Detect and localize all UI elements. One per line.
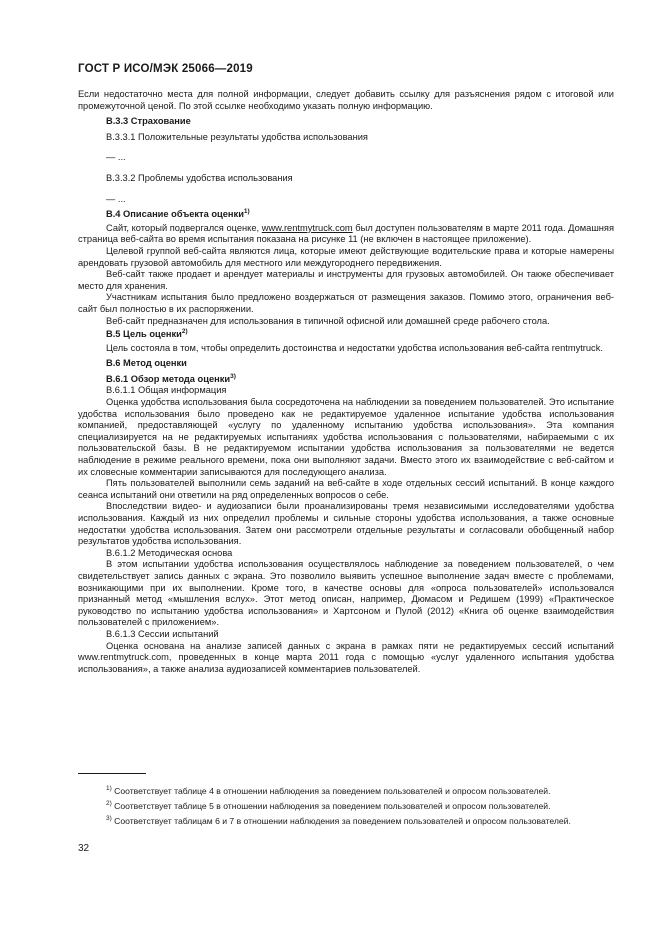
b611-paragraph-3: Впоследствии видео- и аудиозаписи были проанализированы тремя независимыми исследователями удобства использования. Каждый из них определил проблемы и сильные стороны удобства использования, а также основные недостатки удобства использования. Затем они рассмотрели отдельные результаты и согласовали обобщенный набор результатов удобства использования.: [78, 501, 614, 547]
footnote-2: [78, 801, 614, 812]
section-heading-b33: B.3.3 Страхование: [106, 116, 191, 127]
section-heading-b6: B.6 Метод оценки: [106, 358, 187, 369]
footnote-divider: [78, 773, 146, 774]
section-heading-b5-text: B.5 Цель оценки: [106, 329, 182, 340]
footnote-1: [78, 786, 614, 797]
subsection-b332: B.3.3.2 Проблемы удобства использования: [106, 172, 293, 183]
page-number: 32: [78, 843, 90, 854]
dash-placeholder-2: — ...: [106, 193, 126, 204]
footnote-3-text: Соответствует таблицам 6 и 7 в отношении наблюдения за поведением пользователей и опросом пользователей.: [114, 815, 571, 826]
main-content: [78, 89, 614, 675]
section-heading-b4: [78, 209, 614, 221]
footnote-2-mark: 2): [106, 799, 112, 807]
b4-paragraph-5: Веб-сайт предназначен для использования в типичной офисной или домашней среде рабочего стола.: [106, 315, 550, 326]
page-header: ГОСТ Р ИСО/МЭК 25066—2019: [78, 63, 253, 75]
b5-paragraph-1: Цель состояла в том, чтобы определить достоинства и недостатки удобства использования веб-сайта rentmytruck.: [106, 342, 603, 353]
subsection-b612: B.6.1.2 Методическая основа: [106, 547, 233, 558]
subsection-b613: B.6.1.3 Сессии испытаний: [106, 628, 219, 639]
footnote-2-text: Соответствует таблице 5 в отношении наблюдения за поведением пользователей и опросом пользователей.: [114, 800, 551, 811]
section-heading-b61-text: B.6.1 Обзор метода оценки: [106, 373, 231, 384]
section-heading-b5: [78, 329, 614, 341]
b4-p1-text: Сайт, который подвергался оценке,: [106, 222, 262, 233]
b4-p1-text-rest: был доступен пользователям в марте 2011 года. Домашняя страница веб-сайта во время испытания показана на рисунке 11 (не включен в настоящее приложение).: [78, 222, 614, 245]
footnote-ref-2[interactable]: 2): [181, 328, 188, 335]
dash-placeholder-1: — ...: [106, 152, 126, 163]
b4-paragraph-1: [78, 223, 614, 246]
footnote-3: [78, 816, 614, 827]
footnote-1-mark: 1): [106, 785, 112, 793]
intro-paragraph: Если недостаточно места для полной информации, следует добавить ссылку для разъяснения рядом с итоговой или промежуточной ценой. По этой ссылке необходимо указать полную информацию.: [78, 89, 614, 111]
section-heading-b4-text: B.4 Описание объекта оценки: [106, 209, 244, 220]
section-heading-b61: [78, 374, 614, 386]
subsection-b611: B.6.1.1 Общая информация: [106, 385, 227, 396]
footnote-3-mark: 3): [106, 814, 112, 822]
b613-paragraph-1: Оценка основана на анализе записей данных с экрана в рамках пяти не редактируемых сессий испытаний www.rentmytruck.com, проведенных в конце марта 2011 года с помощью «услуг удаленного испытания удобства использования», а также анализа аудиозаписей комментариев пользователей.: [78, 640, 614, 674]
b4-paragraph-2: Целевой группой веб-сайта являются лица, которые имеют действующие водительские права и которые намерены арендовать грузовой автомобиль для местного или междугороднего передвижения.: [78, 245, 614, 268]
b4-paragraph-4: Участникам испытания было предложено воздержаться от размещения заказов. Помимо этого, ограничения веб-сайт был полностью в их распоряжении.: [78, 292, 614, 314]
footnotes: [78, 786, 614, 830]
b611-paragraph-2: Пять пользователей выполнили семь заданий на веб-сайте в ходе отдельных сессий испытаний. В конце каждого сеанса испытаний они ответили на ряд определенных вопросов о себе.: [78, 478, 614, 500]
footnote-ref-3[interactable]: 3): [230, 372, 236, 380]
rentmytruck-link[interactable]: www.rentmytruck.com: [261, 222, 353, 233]
b4-paragraph-3: Веб-сайт также продает и арендует материалы и инструменты для грузовых автомобилей. Он также обеспечивает место для хранения.: [78, 269, 614, 291]
subsection-b331: B.3.3.1 Положительные результаты удобства использования: [106, 131, 368, 142]
b611-paragraph-1: Оценка удобства использования была сосредоточена на наблюдении за поведением пользователей. Это испытание удобства использования было проведено как не редактируемое удаленное испытание удобства использования компанией, предоставляющей «услугу по удаленному испытанию удобства использования». Эта компания специализируется на не редактируемых испытаниях удобства использования с пользователями, набираемыми с их пользовательской базы. В не редактируемом испытании удобства использования за пользователями не ведется наблюдение в режиме реального времени, пока они выполняют задачи. Вместо этого их взаимодействие с веб-сайтом и их словесные комментарии записываются для последующего анализа.: [78, 397, 614, 477]
footnote-1-text: Соответствует таблице 4 в отношении наблюдения за поведением пользователей и опросом пользователей.: [114, 786, 551, 796]
b612-paragraph-1: В этом испытании удобства использования осуществлялось наблюдение за поведением пользователей, о чем свидетельствует запись данных с экрана. Это позволило выявить успешное выполнение задач вместе с проблемами, возникающими при их выполнении. Кроме того, в качестве основы для «опроса пользователей» использовался признанный метод «мышления вслух». Этот метод описан, например, Дюмасом и Редишем (1999) «Практическое руководство по испытанию удобства использования» и Хартсоном и Пулой (2012) «Книга об оценке взаимодействия пользователей с приложением».: [78, 559, 614, 628]
footnote-ref-1[interactable]: 1): [243, 208, 250, 216]
